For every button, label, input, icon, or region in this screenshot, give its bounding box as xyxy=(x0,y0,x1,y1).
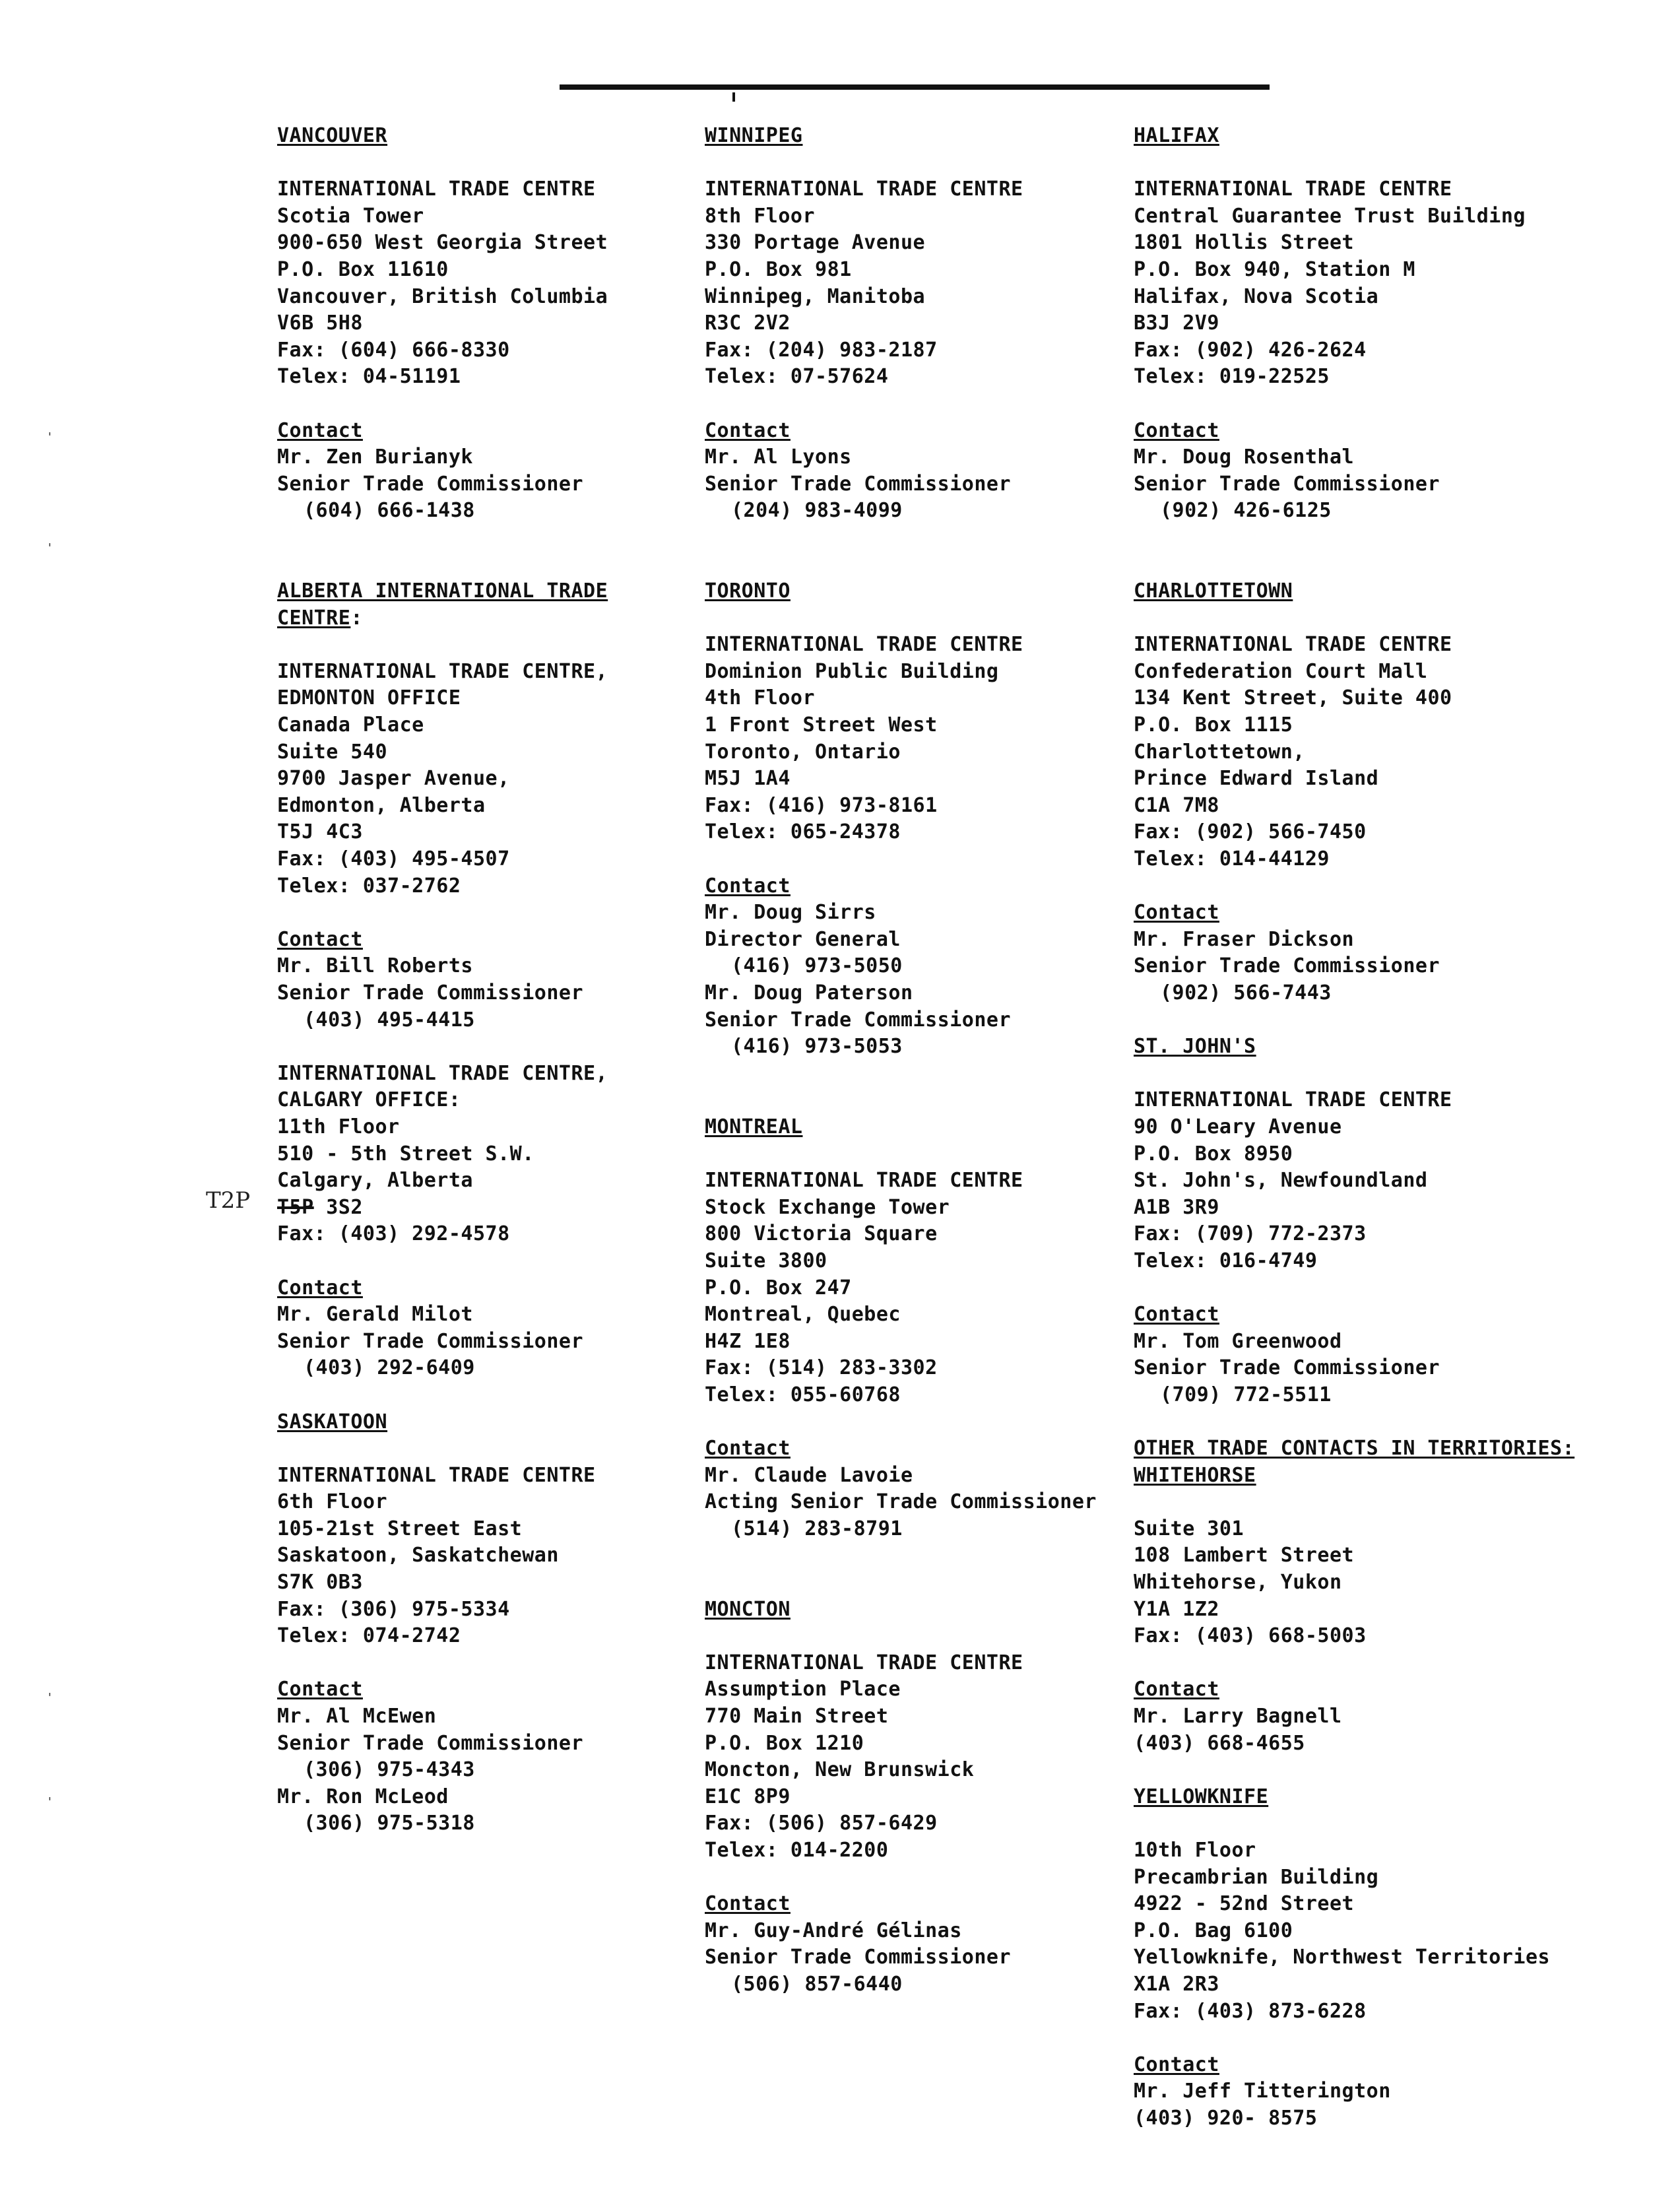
fax-line: Fax: (403) 873-6228 xyxy=(1134,1999,1367,2023)
address-line: C1A 7M8 xyxy=(1134,793,1219,817)
fax-line: Fax: (204) 983-2187 xyxy=(705,338,938,362)
address-line: Whitehorse, Yukon xyxy=(1134,1571,1342,1595)
contact-phone: (506) 857-6440 xyxy=(731,1972,903,1996)
charlottetown-section xyxy=(1134,578,1655,1007)
contact-name: Mr. Doug Rosenthal xyxy=(1134,445,1355,469)
address-line: Saskatoon, Saskatchewan xyxy=(277,1544,559,1567)
address-line: R3C 2V2 xyxy=(705,312,791,335)
saskatoon-section xyxy=(277,1409,686,1838)
address-line: 770 Main Street xyxy=(705,1705,889,1728)
address-line: INTERNATIONAL TRADE CENTRE, xyxy=(277,1061,608,1085)
margin-mark: ' xyxy=(46,1795,53,1809)
address-line: Scotia Tower xyxy=(277,204,424,228)
margin-mark: ' xyxy=(46,1691,53,1705)
contact-name: Mr. Claude Lavoie xyxy=(705,1463,913,1487)
contact-name: Mr. Al McEwen xyxy=(277,1705,437,1728)
contact-title: Senior Trade Commissioner xyxy=(277,472,584,496)
address-line: Suite 301 xyxy=(1134,1517,1244,1540)
contact-phone: (403) 495-4415 xyxy=(304,1008,475,1032)
contact-phone: (902) 426-6125 xyxy=(1160,499,1332,523)
contact-title: Senior Trade Commissioner xyxy=(705,1946,1012,1969)
fax-line: Fax: (403) 292-4578 xyxy=(277,1222,510,1246)
contact-title: Acting Senior Trade Commissioner xyxy=(705,1490,1097,1514)
contact-phone: (204) 983-4099 xyxy=(731,499,903,523)
address-line: M5J 1A4 xyxy=(705,767,791,791)
contact-label: Contact xyxy=(705,874,791,898)
vancouver-section xyxy=(277,123,686,525)
contact-phone: (709) 772-5511 xyxy=(1160,1383,1332,1406)
section-heading: ST. JOHN'S xyxy=(1134,1035,1256,1059)
address-line: INTERNATIONAL TRADE CENTRE xyxy=(277,178,596,201)
fax-line: Fax: (403) 495-4507 xyxy=(277,847,510,871)
address-line: X1A 2R3 xyxy=(1134,1972,1219,1996)
section-heading: SASKATOON xyxy=(277,1410,388,1433)
address-line: Charlottetown, xyxy=(1134,740,1305,764)
contact-name: Mr. Fraser Dickson xyxy=(1134,927,1355,951)
contact-phone: (306) 975-5318 xyxy=(304,1812,475,1835)
section-heading: OTHER TRADE CONTACTS IN TERRITORIES: xyxy=(1134,1437,1575,1461)
telex-line: Telex: 074-2742 xyxy=(277,1624,461,1648)
section-heading: WINNIPEG xyxy=(705,124,803,147)
contact-title: Senior Trade Commissioner xyxy=(277,1731,584,1755)
contact-phone: (403) 920- 8575 xyxy=(1134,2106,1318,2130)
contact-name: Mr. Gerald Milot xyxy=(277,1303,473,1327)
fax-line: Fax: (604) 666-8330 xyxy=(277,338,510,362)
fax-line: Fax: (514) 283-3302 xyxy=(705,1356,938,1380)
address-line: Winnipeg, Manitoba xyxy=(705,284,926,308)
contact-label: Contact xyxy=(705,1437,791,1461)
contact-name: Mr. Doug Sirrs xyxy=(705,901,876,925)
address-line: P.O. Bag 6100 xyxy=(1134,1919,1293,1942)
address-line: Assumption Place xyxy=(705,1678,901,1701)
handwritten-correction: T2P xyxy=(206,1187,251,1214)
contact-label: Contact xyxy=(705,1892,791,1916)
address-line: E1C 8P9 xyxy=(705,1785,791,1808)
fax-line: Fax: (902) 566-7450 xyxy=(1134,820,1367,844)
address-line: INTERNATIONAL TRADE CENTRE xyxy=(1134,1088,1452,1112)
address-line: 11th Floor xyxy=(277,1115,400,1138)
address-line: P.O. Box 1115 xyxy=(1134,713,1293,737)
telex-line: Telex: 065-24378 xyxy=(705,820,901,844)
address-line: P.O. Box 940, Station M xyxy=(1134,257,1415,281)
telex-line: Telex: 019-22525 xyxy=(1134,365,1330,389)
address-line: P.O. Box 1210 xyxy=(705,1731,864,1755)
address-line: V6B 5H8 xyxy=(277,312,363,335)
contact-title: Senior Trade Commissioner xyxy=(1134,1356,1440,1380)
column-1 xyxy=(277,123,686,1837)
address-line: 4922 - 52nd Street xyxy=(1134,1892,1355,1916)
fax-line: Fax: (403) 668-5003 xyxy=(1134,1624,1367,1648)
toronto-section xyxy=(705,578,1114,1061)
heading-colon: : xyxy=(350,606,363,630)
address-line: Y1A 1Z2 xyxy=(1134,1597,1219,1621)
contact-name: Mr. Larry Bagnell xyxy=(1134,1705,1342,1728)
contact-label: Contact xyxy=(1134,1678,1219,1701)
address-line: INTERNATIONAL TRADE CENTRE, xyxy=(277,659,608,683)
contact-title: Director General xyxy=(705,927,901,951)
address-line: 10th Floor xyxy=(1134,1839,1256,1862)
address-line: INTERNATIONAL TRADE CENTRE xyxy=(705,1169,1023,1193)
top-rule-tick xyxy=(732,92,735,102)
address-line: P.O. Box 247 xyxy=(705,1276,852,1299)
territories-section xyxy=(1134,1435,1655,1757)
fax-line: Fax: (416) 973-8161 xyxy=(705,793,938,817)
address-line: 510 - 5th Street S.W. xyxy=(277,1142,534,1166)
address-line: 1 Front Street West xyxy=(705,713,938,737)
margin-mark: ' xyxy=(46,430,53,444)
contact-label: Contact xyxy=(1134,1303,1219,1327)
address-line: Stock Exchange Tower xyxy=(705,1195,950,1219)
contact-name: Mr. Tom Greenwood xyxy=(1134,1329,1342,1353)
contact-phone: (416) 973-5050 xyxy=(731,954,903,978)
address-line: Moncton, New Brunswick xyxy=(705,1758,975,1782)
contact-phone: (403) 292-6409 xyxy=(304,1356,475,1380)
fax-line: Fax: (306) 975-5334 xyxy=(277,1597,510,1621)
contact-name: Mr. Zen Burianyk xyxy=(277,445,473,469)
section-heading: MONTREAL xyxy=(705,1115,803,1138)
address-line: Suite 540 xyxy=(277,740,388,764)
address-line: 330 Portage Avenue xyxy=(705,231,926,255)
contact-phone: (416) 973-5053 xyxy=(731,1035,903,1059)
address-line: INTERNATIONAL TRADE CENTRE xyxy=(1134,633,1452,657)
telex-line: Telex: 07-57624 xyxy=(705,365,889,389)
contact-name: Mr. Jeff Titterington xyxy=(1134,2080,1391,2103)
address-line: 1801 Hollis Street xyxy=(1134,231,1355,255)
address-line: P.O. Box 981 xyxy=(705,257,852,281)
address-line: 4th Floor xyxy=(705,686,816,710)
address-line: 108 Lambert Street xyxy=(1134,1544,1355,1567)
address-line: A1B 3R9 xyxy=(1134,1195,1219,1219)
contact-label: Contact xyxy=(277,1678,363,1701)
telex-line: Telex: 04-51191 xyxy=(277,365,461,389)
contact-name: Mr. Al Lyons xyxy=(705,445,852,469)
address-line: Confederation Court Mall xyxy=(1134,659,1428,683)
contact-name: Mr. Bill Roberts xyxy=(277,954,473,978)
column-2 xyxy=(705,123,1114,1998)
section-heading: CHARLOTTETOWN xyxy=(1134,579,1293,603)
address-line: 134 Kent Street, Suite 400 xyxy=(1134,686,1452,710)
contact-label: Contact xyxy=(1134,418,1219,442)
telex-line: Telex: 016-4749 xyxy=(1134,1249,1318,1272)
address-line: S7K 0B3 xyxy=(277,1571,363,1595)
contact-label: Contact xyxy=(1134,901,1219,925)
winnipeg-section xyxy=(705,123,1114,525)
address-line: Prince Edward Island xyxy=(1134,767,1379,791)
contact-title: Senior Trade Commissioner xyxy=(705,1008,1012,1032)
address-line: Montreal, Quebec xyxy=(705,1303,901,1327)
contact-label: Contact xyxy=(1134,2053,1219,2076)
fax-line: Fax: (506) 857-6429 xyxy=(705,1812,938,1835)
address-line: Dominion Public Building xyxy=(705,659,999,683)
address-line: Canada Place xyxy=(277,713,424,737)
telex-line: Telex: 037-2762 xyxy=(277,874,461,898)
address-line: 6th Floor xyxy=(277,1490,388,1514)
address-line: INTERNATIONAL TRADE CENTRE xyxy=(705,633,1023,657)
address-line: Halifax, Nova Scotia xyxy=(1134,284,1379,308)
address-line: Toronto, Ontario xyxy=(705,740,901,764)
contact-name: Mr. Ron McLeod xyxy=(277,1785,449,1808)
moncton-section xyxy=(705,1596,1114,1998)
st-johns-section xyxy=(1134,1034,1655,1408)
top-rule xyxy=(560,84,1270,90)
address-line: St. John's, Newfoundland xyxy=(1134,1169,1428,1193)
address-line: EDMONTON OFFICE xyxy=(277,686,461,710)
contact-phone: (403) 668-4655 xyxy=(1134,1731,1305,1755)
margin-mark: ' xyxy=(46,541,53,555)
contact-title: Senior Trade Commissioner xyxy=(277,1329,584,1353)
contact-name: Mr. Guy-André Gélinas xyxy=(705,1919,962,1942)
telex-line: Telex: 055-60768 xyxy=(705,1383,901,1406)
montreal-section xyxy=(705,1114,1114,1543)
address-line: Central Guarantee Trust Building xyxy=(1134,204,1526,228)
address-line: P.O. Box 11610 xyxy=(277,257,449,281)
fax-line: Fax: (709) 772-2373 xyxy=(1134,1222,1367,1246)
contact-title: Senior Trade Commissioner xyxy=(1134,954,1440,978)
contact-label: Contact xyxy=(277,418,363,442)
contact-phone: (514) 283-8791 xyxy=(731,1517,903,1540)
column-3 xyxy=(1134,123,1655,2132)
address-line: Calgary, Alberta xyxy=(277,1169,473,1193)
address-line: INTERNATIONAL TRADE CENTRE xyxy=(277,1463,596,1487)
address-line: P.O. Box 8950 xyxy=(1134,1142,1293,1166)
address-line: Precambrian Building xyxy=(1134,1865,1379,1889)
section-heading: TORONTO xyxy=(705,579,791,603)
fax-line: Fax: (902) 426-2624 xyxy=(1134,338,1367,362)
address-line: 105-21st Street East xyxy=(277,1517,523,1540)
contact-title: Senior Trade Commissioner xyxy=(277,981,584,1004)
struck-postal-code: T5P xyxy=(277,1195,314,1219)
address-line: T5J 4C3 xyxy=(277,820,363,844)
address-line: 9700 Jasper Avenue, xyxy=(277,767,510,791)
section-heading: YELLOWKNIFE xyxy=(1134,1785,1269,1808)
address-line: INTERNATIONAL TRADE CENTRE xyxy=(705,1651,1023,1674)
section-heading: CENTRE xyxy=(277,606,351,630)
address-line: 90 O'Leary Avenue xyxy=(1134,1115,1342,1138)
telex-line: Telex: 014-44129 xyxy=(1134,847,1330,871)
section-heading: VANCOUVER xyxy=(277,124,388,147)
section-heading: MONCTON xyxy=(705,1597,791,1621)
contact-phone: (902) 566-7443 xyxy=(1160,981,1332,1004)
address-line: Suite 3800 xyxy=(705,1249,827,1272)
address-line: 800 Victoria Square xyxy=(705,1222,938,1246)
contact-label: Contact xyxy=(705,418,791,442)
address-line: 900-650 West Georgia Street xyxy=(277,231,608,255)
address-line: Edmonton, Alberta xyxy=(277,793,486,817)
alberta-section xyxy=(277,578,686,1382)
address-line: INTERNATIONAL TRADE CENTRE xyxy=(705,178,1023,201)
address-line: B3J 2V9 xyxy=(1134,312,1219,335)
contact-name: Mr. Doug Paterson xyxy=(705,981,913,1004)
contact-title: Senior Trade Commissioner xyxy=(1134,472,1440,496)
address-line: Vancouver, British Columbia xyxy=(277,284,608,308)
yellowknife-section xyxy=(1134,1784,1655,2132)
telex-line: Telex: 014-2200 xyxy=(705,1839,889,1862)
contact-label: Contact xyxy=(277,1276,363,1299)
contact-phone: (306) 975-4343 xyxy=(304,1758,475,1782)
section-subheading: WHITEHORSE xyxy=(1134,1463,1256,1487)
address-line: CALGARY OFFICE: xyxy=(277,1088,461,1112)
address-line: 8th Floor xyxy=(705,204,816,228)
section-heading: HALIFAX xyxy=(1134,124,1219,147)
section-heading: ALBERTA INTERNATIONAL TRADE xyxy=(277,579,608,603)
halifax-section xyxy=(1134,123,1655,525)
contact-label: Contact xyxy=(277,927,363,951)
postal-code: 3S2 xyxy=(313,1195,363,1219)
address-line: H4Z 1E8 xyxy=(705,1329,791,1353)
address-line: INTERNATIONAL TRADE CENTRE xyxy=(1134,178,1452,201)
contact-phone: (604) 666-1438 xyxy=(304,499,475,523)
address-line: Yellowknife, Northwest Territories xyxy=(1134,1946,1551,1969)
contact-title: Senior Trade Commissioner xyxy=(705,472,1012,496)
